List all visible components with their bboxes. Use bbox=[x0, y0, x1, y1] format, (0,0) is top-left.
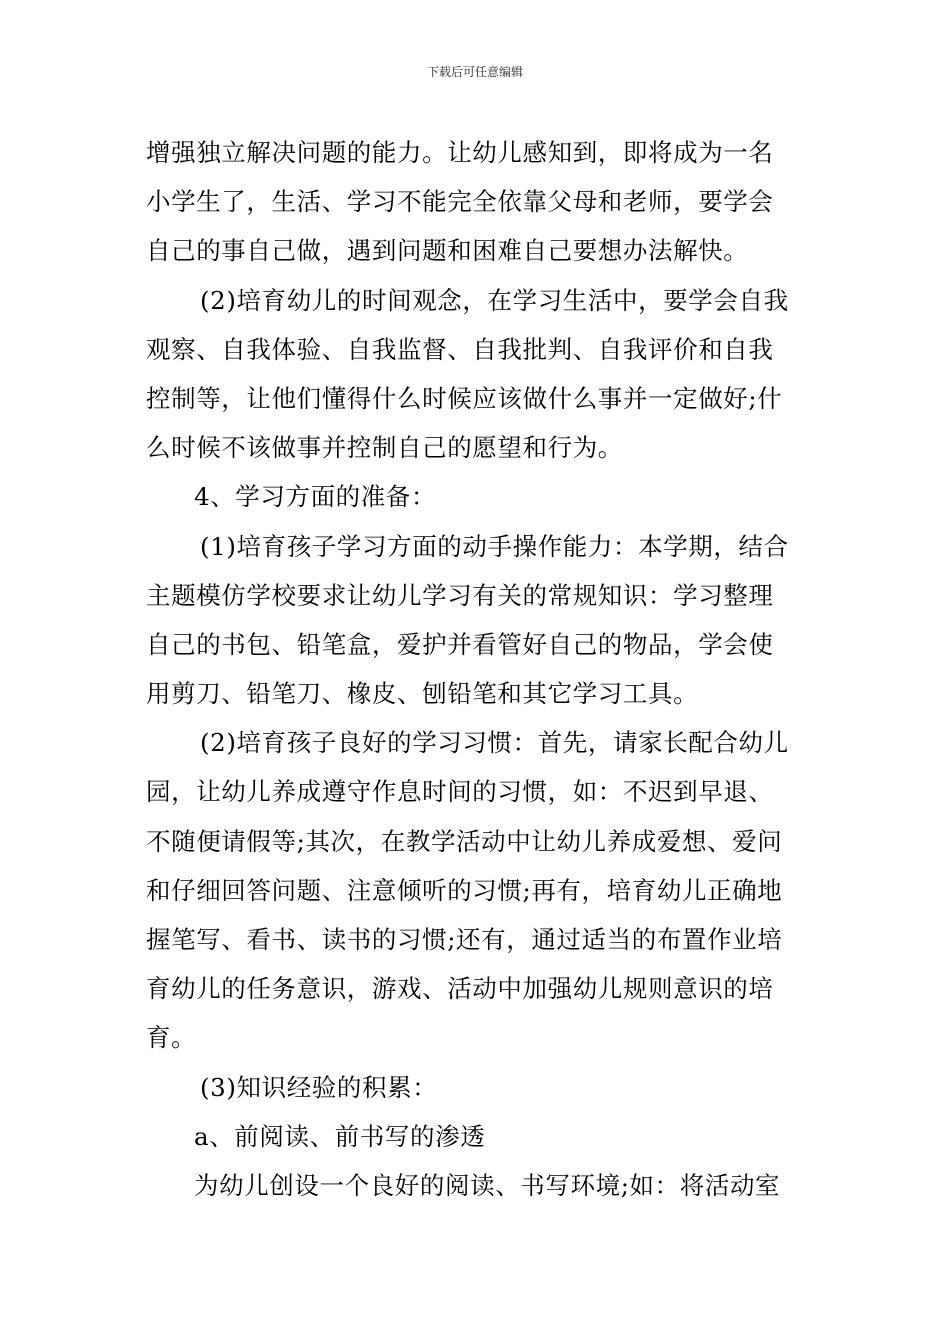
page-header: 下载后可任意编辑 bbox=[426, 65, 523, 79]
text-line: 育。 bbox=[146, 1023, 197, 1053]
text-line: 园，让幼儿养成遵守作息时间的习惯，如：不迟到早退、 bbox=[146, 777, 774, 807]
text-line: 为幼儿创设一个良好的阅读、书写环境;如：将活动室 bbox=[194, 1170, 781, 1200]
text-line: (1)培育孩子学习方面的动手操作能力：本学期，结合 bbox=[200, 531, 789, 561]
text-line: 育幼儿的任务意识，游戏、活动中加强幼儿规则意识的培 bbox=[146, 974, 774, 1004]
text-line: 自己的事自己做，遇到问题和困难自己要想办法解快。 bbox=[146, 236, 749, 266]
text-line: a、前阅读、前书写的渗透 bbox=[194, 1121, 486, 1151]
text-line: 自己的书包、铅笔盒，爱护并看管好自己的物品，学会使 bbox=[146, 629, 774, 659]
text-line: 和仔细回答问题、注意倾听的习惯;再有，培育幼儿正确地 bbox=[146, 875, 783, 905]
text-line: 主题模仿学校要求让幼儿学习有关的常规知识：学习整理 bbox=[146, 580, 774, 610]
text-line: (2)培育孩子良好的学习习惯：首先，请家长配合幼儿 bbox=[200, 728, 789, 758]
text-line: 么时候不该做事并控制自己的愿望和行为。 bbox=[146, 433, 623, 463]
text-line: (3)知识经验的积累： bbox=[200, 1072, 438, 1102]
text-line: (2)培育幼儿的时间观念，在学习生活中，要学会自我 bbox=[200, 285, 789, 315]
text-line: 观察、自我体验、自我监督、自我批判、自我评价和自我 bbox=[146, 334, 774, 364]
text-line: 握笔写、看书、读书的习惯;还有，通过适当的布置作业培 bbox=[146, 925, 783, 954]
document-body bbox=[146, 128, 816, 1210]
text-line: 用剪刀、铅笔刀、橡皮、刨铅笔和其它学习工具。 bbox=[146, 679, 699, 709]
section-heading: 4、学习方面的准备： bbox=[194, 482, 437, 512]
text-line: 增强独立解决问题的能力。让幼儿感知到，即将成为一名 bbox=[146, 138, 774, 167]
text-line: 不随便请假等;其次，在教学活动中让幼儿养成爱想、爱问 bbox=[146, 826, 783, 856]
text-line: 小学生了，生活、学习不能完全依靠父母和老师，要学会 bbox=[146, 187, 774, 217]
text-line: 控制等，让他们懂得什么时候应该做什么事并一定做好;什 bbox=[146, 383, 783, 413]
